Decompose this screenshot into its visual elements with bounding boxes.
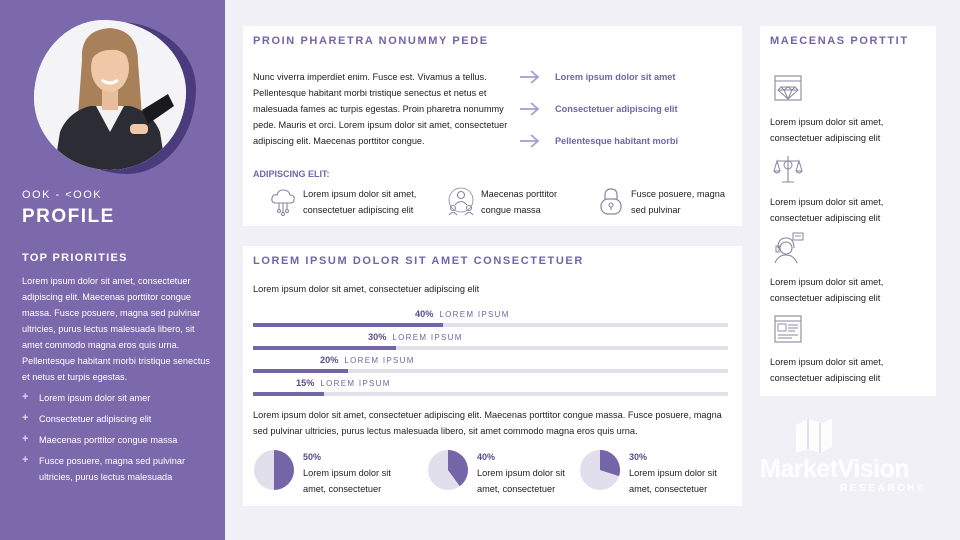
progress-percent: 15% — [296, 378, 315, 388]
statistics-card-title: LOREM IPSUM DOLOR SIT AMET CONSECTETUER — [253, 255, 584, 267]
progress-label — [320, 355, 415, 365]
progress-track — [253, 323, 728, 327]
priorities-list — [22, 390, 217, 490]
list-item-text: Maecenas porttitor congue massa — [39, 435, 178, 445]
arrow-right-icon — [520, 102, 540, 116]
logo-mark-icon — [792, 417, 836, 455]
profile-sidebar — [0, 0, 225, 540]
arrow-point — [520, 134, 678, 148]
progress-caption: LOREM IPSUM — [320, 379, 391, 388]
highlights-card-title: MAECENAS PORTTIT — [770, 35, 909, 47]
pie-item — [427, 449, 577, 497]
plus-icon: + — [22, 433, 29, 445]
arrow-point — [520, 102, 678, 116]
pie-chart — [427, 449, 469, 491]
progress-fill — [253, 346, 396, 350]
list-item — [22, 411, 217, 427]
list-item-text: Lorem ipsum dolor sit amer — [39, 393, 151, 403]
pie-caption: Lorem ipsum dolor sit amet, consectetuer — [477, 468, 565, 494]
highlight-item-text: Lorem ipsum dolor sit amet, consectetuer adipiscing elit — [770, 117, 884, 143]
pie-chart — [253, 449, 295, 491]
progress-bar — [253, 332, 728, 352]
pie-text — [477, 449, 577, 497]
highlight-item-text: Lorem ipsum dolor sit amet, consectetuer adipiscing elit — [770, 197, 884, 223]
marketvision-logo — [760, 415, 936, 495]
progress-bar — [253, 309, 728, 329]
arrow-point — [520, 70, 675, 84]
pie-chart — [579, 449, 621, 491]
support-agent-icon — [772, 232, 804, 266]
overview-paragraph: Nunc viverra imperdiet enim. Fusce est. Vivamus a tellus. Pellentesque habitant morbi tristique senectus et netus et malesuada fames ac turpis egestas. Proin pharetra nonummy pede. Mauris et orci. Lorem ipsum dolor sit amet, consectetuer adipiscing elit. Maecenas porttitor congue. — [253, 72, 508, 146]
list-item — [22, 432, 217, 448]
overview-subheading: ADIPISCING ELIT: — [253, 169, 330, 179]
arrow-point-text: Pellentesque habitant morbi — [555, 136, 679, 146]
highlights-card — [760, 26, 936, 396]
highlight-item — [770, 232, 930, 306]
progress-caption: LOREM IPSUM — [439, 310, 510, 319]
pie-slice-value — [274, 450, 294, 490]
feature-item-text: Lorem ipsum dolor sit amet, consectetuer adipiscing elit — [303, 189, 417, 215]
profile-subtitle: OOK - <OOK — [22, 189, 103, 201]
progress-fill — [253, 369, 348, 373]
padlock-icon — [597, 186, 625, 216]
pie-text — [303, 449, 403, 497]
highlight-item-text: Lorem ipsum dolor sit amet, consectetuer adipiscing elit — [770, 357, 884, 383]
progress-bar — [253, 378, 728, 398]
priorities-text: Lorem ipsum dolor sit amet, consectetuer adipiscing elit. Maecenas porttitor congue massa. Fusce posuere, magna sed pulvinar ultricies, purus lectus malesuada libero, sit amet commodo magna eros quis urna. Pellentesque habitant morbi tristique senectus et netus et turpis egestas. — [22, 276, 210, 382]
list-item-text: Fusce posuere, magna sed pulvinar ultricies, purus lectus malesuada — [39, 456, 186, 482]
cloud-network-icon — [269, 186, 297, 216]
statistics-intro: Lorem ipsum dolor sit amet, consectetuer adipiscing elit — [253, 284, 480, 294]
list-item — [22, 453, 217, 485]
progress-track — [253, 392, 728, 396]
pie-caption: Lorem ipsum dolor sit amet, consectetuer — [303, 468, 391, 494]
profile-title: PROFILE — [22, 206, 115, 227]
web-page-icon — [772, 312, 804, 346]
plus-icon: + — [22, 391, 29, 403]
pie-caption: Lorem ipsum dolor sit amet, consectetuer — [629, 468, 717, 494]
feature-item-text: Maecenas porttitor congue massa — [481, 189, 558, 215]
people-network-icon — [447, 186, 475, 216]
justice-scales-icon — [772, 152, 804, 186]
progress-percent: 20% — [320, 355, 339, 365]
arrow-right-icon — [520, 134, 540, 148]
arrow-right-icon — [520, 70, 540, 84]
progress-caption: LOREM IPSUM — [344, 356, 415, 365]
feature-item-text: Fusce posuere, magna sed pulvinar — [631, 189, 725, 215]
profile-photo — [34, 20, 186, 170]
pie-text — [629, 449, 729, 497]
pie-percent: 50% — [303, 452, 322, 462]
list-item-text: Consectetuer adipiscing elit — [39, 414, 152, 424]
progress-track — [253, 369, 728, 373]
progress-caption: LOREM IPSUM — [392, 333, 463, 342]
highlight-item — [770, 312, 930, 386]
progress-track — [253, 346, 728, 350]
profile-photo-frame — [34, 20, 194, 172]
overview-card — [243, 26, 742, 226]
highlight-item — [770, 152, 930, 226]
progress-fill — [253, 323, 443, 327]
feature-item — [447, 186, 577, 218]
progress-bar — [253, 355, 728, 375]
progress-label — [296, 378, 391, 388]
pie-percent: 40% — [477, 452, 496, 462]
pie-percent: 30% — [629, 452, 648, 462]
overview-card-title: PROIN PHARETRA NONUMMY PEDE — [253, 35, 489, 47]
businesswoman-illustration — [34, 20, 186, 170]
progress-fill — [253, 392, 324, 396]
pie-item — [253, 449, 403, 497]
feature-item — [597, 186, 737, 218]
arrow-point-text: Lorem ipsum dolor sit amet — [555, 72, 676, 82]
feature-item — [269, 186, 449, 218]
progress-percent: 40% — [415, 309, 434, 319]
list-item — [22, 390, 217, 406]
logo-name: MarketVision — [760, 455, 910, 483]
progress-label — [415, 309, 510, 319]
diamond-screen-icon — [772, 72, 804, 106]
statistics-card — [243, 246, 742, 506]
statistics-paragraph: Lorem ipsum dolor sit amet, consectetuer adipiscing elit. Maecenas porttitor congue massa. Fusce posuere, magna sed pulvinar ultricies, purus lectus malesuada libero, sit amet commodo magna eros quis urna. — [253, 410, 722, 436]
progress-percent: 30% — [368, 332, 387, 342]
highlight-item-text: Lorem ipsum dolor sit amet, consectetuer adipiscing elit — [770, 277, 884, 303]
logo-subtext: RESEARCH® — [840, 483, 927, 494]
arrow-point-text: Consectetuer adipiscing elit — [555, 104, 678, 114]
progress-label — [368, 332, 463, 342]
highlight-item — [770, 72, 930, 146]
plus-icon: + — [22, 412, 29, 424]
plus-icon: + — [22, 454, 29, 466]
pie-item — [579, 449, 729, 497]
priorities-heading: TOP PRIORITIES — [22, 252, 128, 264]
